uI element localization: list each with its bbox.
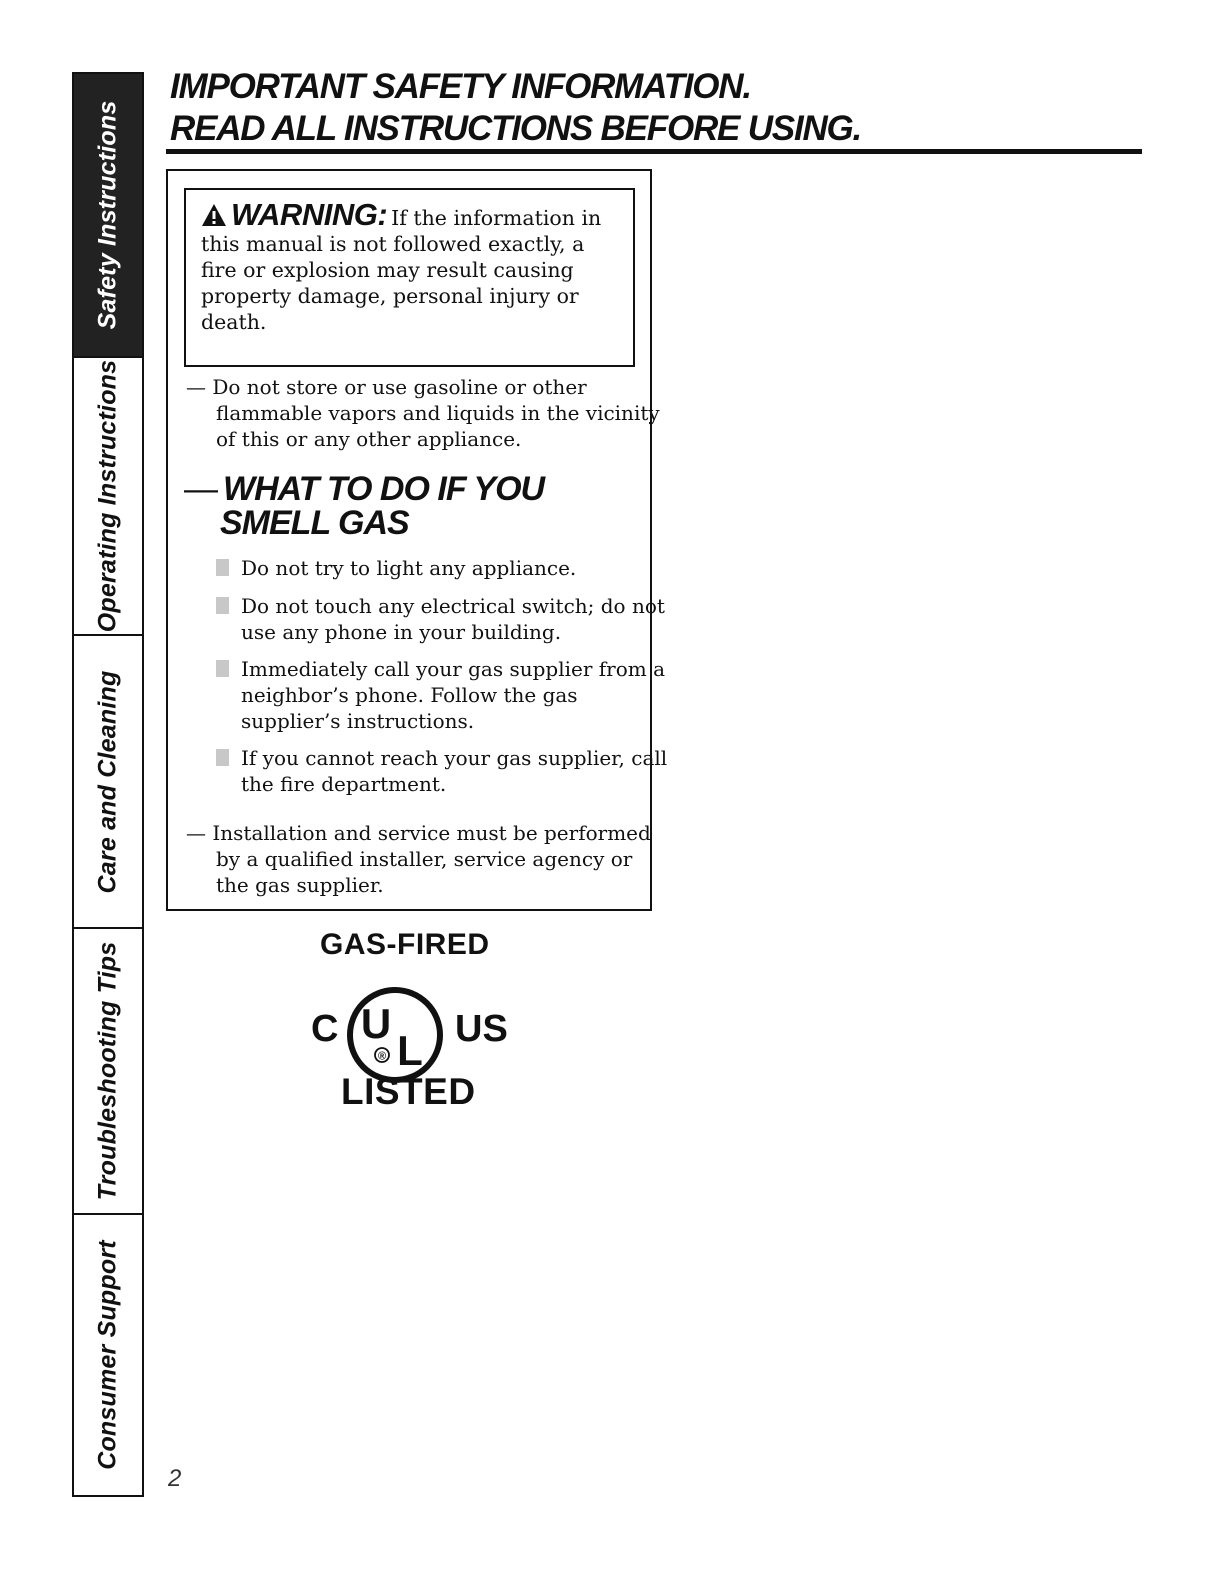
warning-statement xyxy=(201,197,619,335)
tab-label: Consumer Support xyxy=(93,1240,122,1470)
bullet-square-icon xyxy=(216,660,229,677)
page-number: 2 xyxy=(168,1465,182,1492)
tab-label: Troubleshooting Tips xyxy=(93,941,122,1201)
warning-triangle-icon xyxy=(201,203,227,227)
ul-letter-l: L xyxy=(397,1027,423,1074)
list-item xyxy=(216,593,671,645)
warning-label: WARNING: xyxy=(231,197,388,232)
listing-bottom-text: LISTED xyxy=(341,1071,476,1112)
title-divider xyxy=(166,149,1142,154)
gasoline-warning: — Do not store or use gasoline or other flammable vapors and liquids in the vicinity of this or any other appliance. xyxy=(186,375,660,451)
tab-care-and-cleaning[interactable] xyxy=(74,636,142,929)
page-title-line-1: IMPORTANT SAFETY INFORMATION. xyxy=(170,67,751,106)
list-item-text: Do not touch any electrical switch; do not use any phone in your building. xyxy=(241,594,665,644)
bullet-square-icon xyxy=(216,749,229,766)
tab-operating-instructions[interactable] xyxy=(74,358,142,636)
list-item xyxy=(216,745,671,797)
smell-gas-heading-line-2: SMELL GAS xyxy=(220,504,409,542)
warning-text: If the information in this manual is not followed exactly, a fire or explosion may result causing property damage, personal injury or death. xyxy=(201,206,602,334)
warning-box xyxy=(184,188,635,367)
ul-letter-u: U xyxy=(360,1000,392,1047)
registered-mark: ® xyxy=(377,1050,387,1063)
smell-gas-heading xyxy=(184,472,644,540)
tab-consumer-support[interactable] xyxy=(74,1215,142,1495)
side-tab-strip xyxy=(72,72,144,1497)
list-item-text: If you cannot reach your gas supplier, call the fire department. xyxy=(241,746,668,796)
tab-safety-instructions[interactable] xyxy=(74,74,142,358)
installation-notice: — Installation and service must be performed by a qualified installer, service agency or the gas supplier. xyxy=(186,821,651,897)
list-item-text: Do not try to light any appliance. xyxy=(241,556,577,580)
bullet-square-icon xyxy=(216,597,229,614)
listing-top-text: GAS-FIRED xyxy=(320,928,490,961)
tab-label: Safety Instructions xyxy=(93,100,122,330)
listing-right-text: US xyxy=(455,1008,508,1050)
list-item-text: Immediately call your gas supplier from a neighbor’s phone. Follow the gas supplier’s instructions. xyxy=(241,657,666,733)
page-title xyxy=(170,66,861,150)
tab-troubleshooting-tips[interactable] xyxy=(74,929,142,1215)
page-title-line-2: READ ALL INSTRUCTIONS BEFORE USING. xyxy=(170,109,862,148)
list-item xyxy=(216,555,671,581)
heading-dash: — xyxy=(184,470,217,508)
tab-label: Care and Cleaning xyxy=(93,670,122,893)
listing-left-text: C xyxy=(311,1008,339,1050)
bullet-square-icon xyxy=(216,559,229,576)
list-item xyxy=(216,656,671,734)
smell-gas-heading-line-1: WHAT TO DO IF YOU xyxy=(223,470,545,508)
tab-label: Operating Instructions xyxy=(93,359,122,633)
